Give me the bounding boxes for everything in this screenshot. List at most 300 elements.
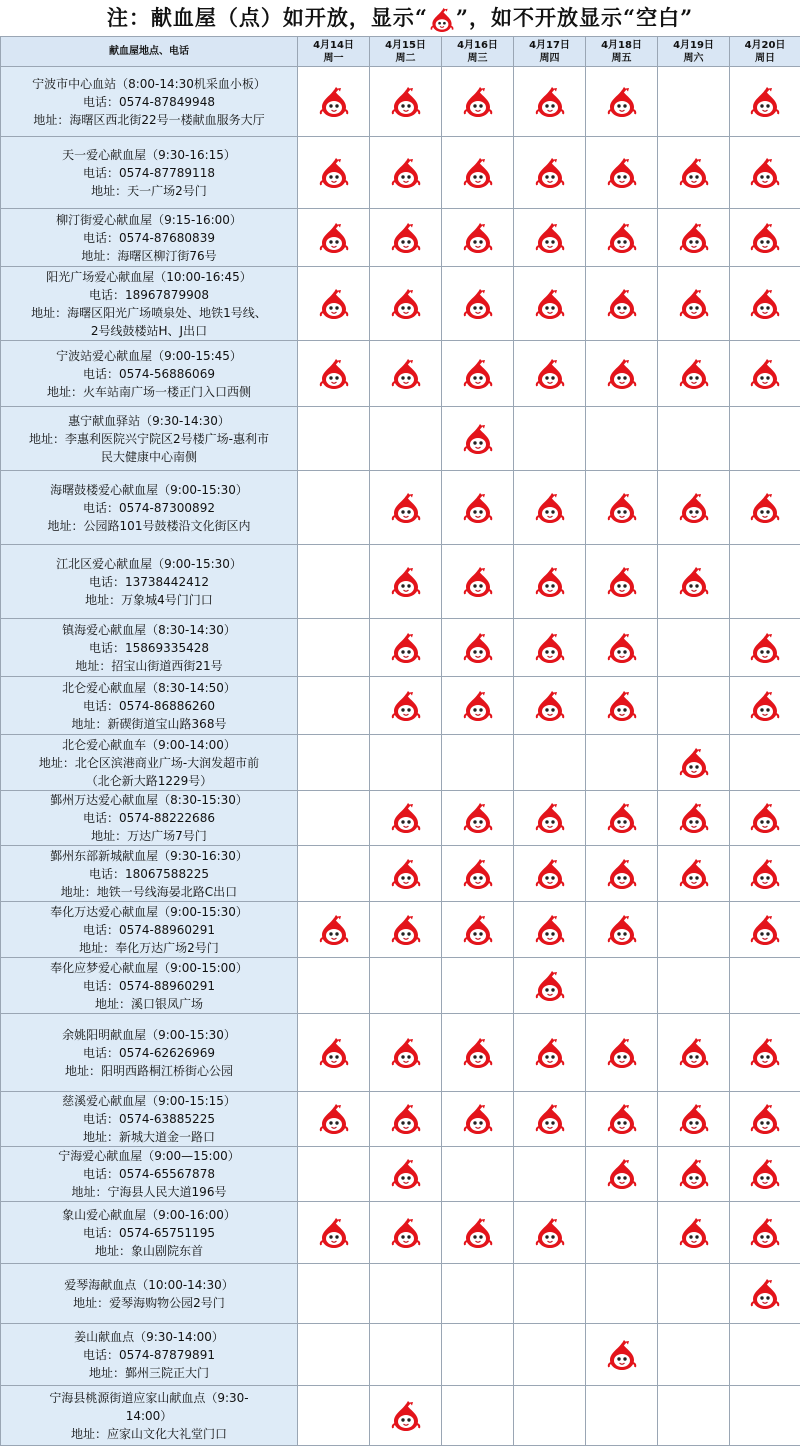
table-row xyxy=(1,1147,800,1202)
open-cell xyxy=(586,677,658,735)
blood-drop-mascot-icon xyxy=(391,690,421,722)
location-info-line: 江北区爱心献血屋（9:00-15:30） xyxy=(3,555,295,573)
day-date: 4月16日 xyxy=(442,39,513,52)
location-info-cell xyxy=(1,902,298,958)
open-cell xyxy=(586,1147,658,1202)
location-info-line: 电话：0574-87879891 xyxy=(3,1346,295,1364)
location-info-line: 地址：阳明西路桐江桥街心公园 xyxy=(3,1062,295,1080)
open-cell xyxy=(370,791,442,846)
open-cell xyxy=(514,1202,586,1264)
closed-cell xyxy=(514,1386,586,1446)
blood-drop-mascot-icon xyxy=(607,566,637,598)
open-cell xyxy=(730,1264,800,1324)
closed-cell xyxy=(514,1264,586,1324)
blood-drop-mascot-icon xyxy=(679,222,709,254)
blood-drop-mascot-icon xyxy=(679,1103,709,1135)
open-cell xyxy=(586,267,658,341)
table-row xyxy=(1,1014,800,1092)
blood-drop-mascot-icon xyxy=(391,157,421,189)
blood-drop-mascot-icon xyxy=(679,358,709,390)
blood-drop-mascot-icon xyxy=(463,288,493,320)
closed-cell xyxy=(586,407,658,471)
closed-cell xyxy=(586,1264,658,1324)
closed-cell xyxy=(370,1324,442,1386)
open-cell xyxy=(298,67,370,137)
location-info-cell xyxy=(1,267,298,341)
blood-drop-mascot-icon xyxy=(535,288,565,320)
open-cell xyxy=(730,137,800,209)
open-cell xyxy=(730,902,800,958)
location-info-line: 电话：0574-63885225 xyxy=(3,1110,295,1128)
location-info-cell xyxy=(1,545,298,619)
open-cell xyxy=(442,545,514,619)
open-cell xyxy=(298,902,370,958)
closed-cell xyxy=(658,1386,730,1446)
open-cell xyxy=(514,209,586,267)
closed-cell xyxy=(298,619,370,677)
open-cell xyxy=(730,1202,800,1264)
blood-drop-mascot-icon xyxy=(750,914,780,946)
location-info-line: 电话：0574-87789118 xyxy=(3,164,295,182)
closed-cell xyxy=(586,735,658,791)
closed-cell xyxy=(298,407,370,471)
blood-drop-mascot-icon xyxy=(607,914,637,946)
location-info-line: 北仑爱心献血车（9:00-14:00） xyxy=(3,736,295,754)
open-cell xyxy=(730,1092,800,1147)
blood-drop-mascot-icon xyxy=(750,802,780,834)
table-row xyxy=(1,619,800,677)
location-info-line: 北仑爱心献血屋（8:30-14:50） xyxy=(3,679,295,697)
open-cell xyxy=(442,619,514,677)
location-info-line: 电话：0574-56886069 xyxy=(3,365,295,383)
closed-cell xyxy=(658,958,730,1014)
blood-drop-mascot-icon xyxy=(607,222,637,254)
blood-drop-mascot-icon xyxy=(607,632,637,664)
open-cell xyxy=(586,791,658,846)
open-cell xyxy=(586,846,658,902)
open-cell xyxy=(442,1092,514,1147)
location-info-line: 地址：万象城4号门门口 xyxy=(3,591,295,609)
schedule-body xyxy=(1,67,800,1446)
location-info-cell xyxy=(1,407,298,471)
location-info-line: 地址：宁海县人民大道196号 xyxy=(3,1183,295,1201)
blood-drop-mascot-icon xyxy=(679,1158,709,1190)
blood-drop-mascot-icon xyxy=(535,222,565,254)
location-info-line: 电话：0574-65567878 xyxy=(3,1165,295,1183)
closed-cell xyxy=(730,407,800,471)
location-info-line: 电话：15869335428 xyxy=(3,639,295,657)
location-info-line: 电话：18967879908 xyxy=(3,286,295,304)
open-cell xyxy=(514,471,586,545)
blood-drop-mascot-icon xyxy=(535,914,565,946)
closed-cell xyxy=(586,1202,658,1264)
blood-drop-mascot-icon xyxy=(319,1037,349,1069)
table-row xyxy=(1,846,800,902)
blood-drop-mascot-icon xyxy=(607,492,637,524)
location-info-line: 电话：0574-87300892 xyxy=(3,499,295,517)
open-cell xyxy=(658,1092,730,1147)
blood-drop-mascot-icon xyxy=(391,632,421,664)
location-info-line: 阳光广场爱心献血屋（10:00-16:45） xyxy=(3,268,295,286)
blood-drop-mascot-icon xyxy=(391,1158,421,1190)
open-cell xyxy=(370,1202,442,1264)
location-info-cell xyxy=(1,1386,298,1446)
open-cell xyxy=(370,619,442,677)
blood-drop-mascot-icon xyxy=(607,86,637,118)
table-row xyxy=(1,958,800,1014)
blood-drop-mascot-icon xyxy=(679,1217,709,1249)
open-cell xyxy=(514,619,586,677)
blood-drop-mascot-icon xyxy=(607,288,637,320)
closed-cell xyxy=(298,791,370,846)
location-info-line: 鄞州东部新城献血屋（9:30-16:30） xyxy=(3,847,295,865)
location-info-line: 电话：0574-88960291 xyxy=(3,977,295,995)
blood-drop-mascot-icon xyxy=(391,86,421,118)
blood-drop-mascot-icon xyxy=(679,566,709,598)
open-cell xyxy=(442,846,514,902)
location-info-cell xyxy=(1,677,298,735)
day-header xyxy=(586,37,658,67)
blood-donation-schedule-table xyxy=(0,36,800,1446)
blood-drop-mascot-icon xyxy=(607,1037,637,1069)
open-cell xyxy=(730,619,800,677)
blood-drop-mascot-icon xyxy=(319,1103,349,1135)
blood-drop-mascot-icon xyxy=(535,492,565,524)
location-info-line: 地址：溪口银凤广场 xyxy=(3,995,295,1013)
blood-drop-mascot-icon xyxy=(750,222,780,254)
closed-cell xyxy=(658,619,730,677)
open-cell xyxy=(658,267,730,341)
blood-drop-mascot-icon xyxy=(430,7,454,33)
table-row xyxy=(1,902,800,958)
open-cell xyxy=(586,137,658,209)
blood-drop-mascot-icon xyxy=(750,1158,780,1190)
location-info-line: 2号线鼓楼站H、J出口 xyxy=(3,322,295,340)
location-info-line: 地址：李惠利医院兴宁院区2号楼广场-惠利市 xyxy=(3,430,295,448)
location-info-line: 宁波市中心血站（8:00-14:30机采血小板） xyxy=(3,75,295,93)
table-row xyxy=(1,209,800,267)
closed-cell xyxy=(730,1324,800,1386)
open-cell xyxy=(298,137,370,209)
closed-cell xyxy=(298,1264,370,1324)
blood-drop-mascot-icon xyxy=(750,632,780,664)
blood-drop-mascot-icon xyxy=(607,1339,637,1371)
location-info-line: 电话：0574-88960291 xyxy=(3,921,295,939)
closed-cell xyxy=(298,846,370,902)
location-info-line: 民大健康中心南侧 xyxy=(3,448,295,466)
open-cell xyxy=(514,545,586,619)
blood-drop-mascot-icon xyxy=(319,157,349,189)
blood-drop-mascot-icon xyxy=(750,492,780,524)
day-header xyxy=(514,37,586,67)
location-info-line: 地址：海曙区西北街22号一楼献血服务大厅 xyxy=(3,111,295,129)
closed-cell xyxy=(298,545,370,619)
closed-cell xyxy=(370,1264,442,1324)
blood-drop-mascot-icon xyxy=(750,1278,780,1310)
blood-drop-mascot-icon xyxy=(607,1103,637,1135)
day-weekday: 周六 xyxy=(658,52,729,65)
location-info-cell xyxy=(1,1014,298,1092)
location-info-cell xyxy=(1,1264,298,1324)
open-cell xyxy=(514,67,586,137)
closed-cell xyxy=(514,1324,586,1386)
blood-drop-mascot-icon xyxy=(535,566,565,598)
open-cell xyxy=(370,1014,442,1092)
table-row xyxy=(1,1324,800,1386)
closed-cell xyxy=(442,1386,514,1446)
open-cell xyxy=(370,1147,442,1202)
open-cell xyxy=(298,1092,370,1147)
blood-drop-mascot-icon xyxy=(607,1158,637,1190)
open-cell xyxy=(442,209,514,267)
blood-drop-mascot-icon xyxy=(607,690,637,722)
day-date: 4月18日 xyxy=(586,39,657,52)
location-info-line: 地址：应家山文化大礼堂门口 xyxy=(3,1425,295,1443)
open-cell xyxy=(658,471,730,545)
open-cell xyxy=(730,677,800,735)
closed-cell xyxy=(586,958,658,1014)
closed-cell xyxy=(730,545,800,619)
open-cell xyxy=(370,1386,442,1446)
closed-cell xyxy=(514,1147,586,1202)
location-info-line: 鄞州万达爱心献血屋（8:30-15:30） xyxy=(3,791,295,809)
closed-cell xyxy=(658,67,730,137)
blood-drop-mascot-icon xyxy=(679,747,709,779)
closed-cell xyxy=(442,735,514,791)
open-cell xyxy=(514,137,586,209)
table-row xyxy=(1,137,800,209)
blood-drop-mascot-icon xyxy=(535,802,565,834)
location-info-line: 爱琴海献血点（10:00-14:30） xyxy=(3,1276,295,1294)
open-cell xyxy=(586,471,658,545)
location-info-line: 14:00） xyxy=(3,1407,295,1425)
open-cell xyxy=(442,341,514,407)
location-info-line: 姜山献血点（9:30-14:00） xyxy=(3,1328,295,1346)
open-cell xyxy=(370,471,442,545)
blood-drop-mascot-icon xyxy=(463,914,493,946)
closed-cell xyxy=(442,958,514,1014)
location-info-cell xyxy=(1,846,298,902)
location-info-line: 宁海爱心献血屋（9:00—15:00） xyxy=(3,1147,295,1165)
location-info-cell xyxy=(1,1324,298,1386)
header-row xyxy=(1,37,800,67)
open-cell xyxy=(730,67,800,137)
closed-cell xyxy=(658,902,730,958)
location-info-line: 电话：13738442412 xyxy=(3,573,295,591)
location-info-line: 电话：0574-87849948 xyxy=(3,93,295,111)
blood-drop-mascot-icon xyxy=(535,858,565,890)
blood-drop-mascot-icon xyxy=(750,1217,780,1249)
blood-drop-mascot-icon xyxy=(535,1037,565,1069)
open-cell xyxy=(514,677,586,735)
open-cell xyxy=(730,1147,800,1202)
table-row xyxy=(1,1092,800,1147)
closed-cell xyxy=(298,677,370,735)
open-cell xyxy=(514,958,586,1014)
table-row xyxy=(1,407,800,471)
location-info-cell xyxy=(1,735,298,791)
location-info-line: （北仑新大路1229号） xyxy=(3,772,295,790)
location-info-line: 地址：地铁一号线海晏北路C出口 xyxy=(3,883,295,901)
blood-drop-mascot-icon xyxy=(607,157,637,189)
location-info-line: 地址：万达广场7号门 xyxy=(3,827,295,845)
blood-drop-mascot-icon xyxy=(391,858,421,890)
blood-drop-mascot-icon xyxy=(319,222,349,254)
blood-drop-mascot-icon xyxy=(463,86,493,118)
day-weekday: 周五 xyxy=(586,52,657,65)
closed-cell xyxy=(658,407,730,471)
open-cell xyxy=(442,677,514,735)
blood-drop-mascot-icon xyxy=(750,288,780,320)
location-info-line: 电话：18067588225 xyxy=(3,865,295,883)
open-cell xyxy=(442,1014,514,1092)
blood-drop-mascot-icon xyxy=(463,802,493,834)
table-row xyxy=(1,267,800,341)
location-info-cell xyxy=(1,209,298,267)
day-header xyxy=(442,37,514,67)
location-info-line: 慈溪爱心献血屋（9:00-15:15） xyxy=(3,1092,295,1110)
day-date: 4月14日 xyxy=(298,39,369,52)
blood-drop-mascot-icon xyxy=(391,566,421,598)
closed-cell xyxy=(370,958,442,1014)
location-info-line: 余姚阳明献血屋（9:00-15:30） xyxy=(3,1026,295,1044)
closed-cell xyxy=(298,1147,370,1202)
location-info-line: 地址：新碶街道宝山路368号 xyxy=(3,715,295,733)
blood-drop-mascot-icon xyxy=(463,492,493,524)
location-info-line: 宁波站爱心献血屋（9:00-15:45） xyxy=(3,347,295,365)
open-cell xyxy=(442,471,514,545)
open-cell xyxy=(298,267,370,341)
location-info-line: 天一爱心献血屋（9:30-16:15） xyxy=(3,146,295,164)
open-cell xyxy=(514,902,586,958)
open-cell xyxy=(730,267,800,341)
open-cell xyxy=(586,619,658,677)
location-header: 献血屋地点、电话 xyxy=(1,37,298,67)
day-weekday: 周日 xyxy=(730,52,800,65)
closed-cell xyxy=(442,1324,514,1386)
open-cell xyxy=(298,1202,370,1264)
table-row xyxy=(1,677,800,735)
blood-drop-mascot-icon xyxy=(319,358,349,390)
closed-cell xyxy=(586,1386,658,1446)
open-cell xyxy=(658,341,730,407)
open-cell xyxy=(658,1202,730,1264)
blood-drop-mascot-icon xyxy=(679,858,709,890)
open-cell xyxy=(370,341,442,407)
location-info-line: 地址：象山剧院东首 xyxy=(3,1242,295,1260)
day-header xyxy=(730,37,800,67)
open-cell xyxy=(514,791,586,846)
blood-drop-mascot-icon xyxy=(750,690,780,722)
location-info-line: 地址：招宝山街道西街21号 xyxy=(3,657,295,675)
closed-cell xyxy=(298,471,370,545)
location-info-cell xyxy=(1,958,298,1014)
blood-drop-mascot-icon xyxy=(391,1103,421,1135)
closed-cell xyxy=(658,677,730,735)
blood-drop-mascot-icon xyxy=(535,1103,565,1135)
location-info-cell xyxy=(1,471,298,545)
open-cell xyxy=(298,1014,370,1092)
open-cell xyxy=(658,735,730,791)
blood-drop-mascot-icon xyxy=(463,1217,493,1249)
day-header xyxy=(298,37,370,67)
open-cell xyxy=(442,267,514,341)
open-cell xyxy=(442,1202,514,1264)
open-cell xyxy=(370,846,442,902)
open-cell xyxy=(370,67,442,137)
location-info-line: 奉化应梦爱心献血屋（9:00-15:00） xyxy=(3,959,295,977)
open-cell xyxy=(658,846,730,902)
open-cell xyxy=(370,677,442,735)
closed-cell xyxy=(298,1324,370,1386)
open-cell xyxy=(658,209,730,267)
blood-drop-mascot-icon xyxy=(391,914,421,946)
table-row xyxy=(1,1202,800,1264)
table-row xyxy=(1,1386,800,1446)
closed-cell xyxy=(298,1386,370,1446)
blood-drop-mascot-icon xyxy=(607,858,637,890)
location-info-line: 惠宁献血驿站（9:30-14:30） xyxy=(3,412,295,430)
open-cell xyxy=(298,209,370,267)
blood-drop-mascot-icon xyxy=(679,288,709,320)
table-row xyxy=(1,67,800,137)
table-row xyxy=(1,341,800,407)
location-info-line: 电话：0574-88222686 xyxy=(3,809,295,827)
blood-drop-mascot-icon xyxy=(319,288,349,320)
open-cell xyxy=(658,545,730,619)
location-info-cell xyxy=(1,67,298,137)
open-cell xyxy=(586,209,658,267)
day-weekday: 周三 xyxy=(442,52,513,65)
legend-note xyxy=(0,0,800,36)
closed-cell xyxy=(730,1386,800,1446)
blood-drop-mascot-icon xyxy=(607,358,637,390)
location-info-cell xyxy=(1,341,298,407)
closed-cell xyxy=(442,1264,514,1324)
open-cell xyxy=(730,471,800,545)
open-cell xyxy=(514,267,586,341)
location-info-line: 地址：海曙区柳汀街76号 xyxy=(3,247,295,265)
open-cell xyxy=(442,407,514,471)
open-cell xyxy=(442,67,514,137)
blood-drop-mascot-icon xyxy=(463,566,493,598)
table-row xyxy=(1,545,800,619)
blood-drop-mascot-icon xyxy=(463,690,493,722)
location-info-line: 地址：海曙区阳光广场喷泉处、地铁1号线、 xyxy=(3,304,295,322)
blood-drop-mascot-icon xyxy=(750,86,780,118)
location-info-line: 地址：天一广场2号门 xyxy=(3,182,295,200)
blood-drop-mascot-icon xyxy=(535,157,565,189)
open-cell xyxy=(370,545,442,619)
location-info-line: 奉化万达爱心献血屋（9:00-15:30） xyxy=(3,903,295,921)
blood-drop-mascot-icon xyxy=(750,1103,780,1135)
blood-drop-mascot-icon xyxy=(607,802,637,834)
open-cell xyxy=(730,341,800,407)
location-info-cell xyxy=(1,137,298,209)
location-info-line: 宁海县桃源街道应家山献血点（9:30- xyxy=(3,1389,295,1407)
blood-drop-mascot-icon xyxy=(391,288,421,320)
blood-drop-mascot-icon xyxy=(750,157,780,189)
blood-drop-mascot-icon xyxy=(535,1217,565,1249)
open-cell xyxy=(586,341,658,407)
open-cell xyxy=(586,1014,658,1092)
table-row xyxy=(1,791,800,846)
open-cell xyxy=(442,137,514,209)
open-cell xyxy=(442,791,514,846)
blood-drop-mascot-icon xyxy=(679,157,709,189)
location-info-line: 地址：火车站南广场一楼正门入口西侧 xyxy=(3,383,295,401)
blood-drop-mascot-icon xyxy=(463,1103,493,1135)
